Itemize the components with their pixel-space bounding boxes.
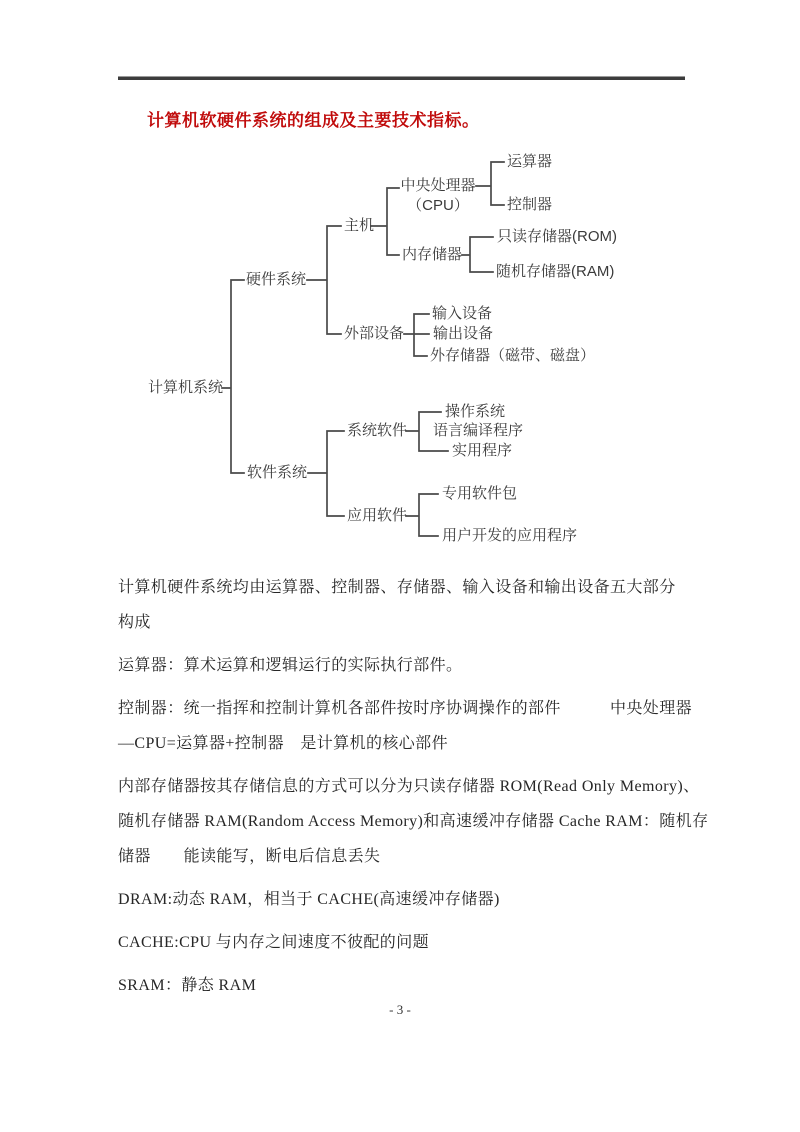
page-title: 计算机软硬件系统的组成及主要技术指标。 bbox=[147, 111, 480, 130]
paragraph-internal-memory-types: 内部存储器按其存储信息的方式可以分为只读存储器 ROM(Read Only Memory)、 随机存储器 RAM(Random Access Memory)和高速缓冲存储器 Cache RAM：随机存 储器 能读能写，断电后信息丢失 bbox=[118, 778, 709, 865]
paragraph-sram: SRAM：静态 RAM bbox=[118, 977, 257, 994]
page-number: - 3 - bbox=[389, 1002, 411, 1017]
tree-node-external-storage: 外存储器（磁带、磁盘） bbox=[430, 347, 596, 364]
tree-node-rom: 只读存储器(ROM) bbox=[497, 228, 617, 245]
tree-node-utility-programs: 实用程序 bbox=[452, 442, 513, 459]
tree-node-computer-system: 计算机系统 bbox=[148, 379, 224, 396]
paragraph-cache: CACHE:CPU 与内存之间速度不彼配的问题 bbox=[118, 934, 429, 951]
body-text bbox=[118, 570, 718, 1011]
tree-node-operating-system: 操作系统 bbox=[445, 403, 506, 420]
tree-node-peripheral-devices: 外部设备 bbox=[344, 325, 405, 342]
tree-node-ram: 随机存储器(RAM) bbox=[496, 263, 615, 280]
tree-node-hardware-system: 硬件系统 bbox=[246, 271, 307, 288]
paragraph-alu-definition: 运算器：算术运算和逻辑运行的实际执行部件。 bbox=[118, 657, 463, 674]
tree-node-cpu bbox=[398, 176, 478, 216]
tree-node-cpu-line1: 中央处理器 bbox=[400, 177, 476, 194]
tree-node-controller: 控制器 bbox=[507, 196, 553, 213]
tree-node-software-system: 软件系统 bbox=[247, 464, 308, 481]
tree-node-application-software: 应用软件 bbox=[347, 507, 408, 524]
paragraph-dram: DRAM:动态 RAM，相当于 CACHE(高速缓冲存储器) bbox=[118, 891, 500, 908]
tree-node-language-compiler: 语言编译程序 bbox=[433, 422, 524, 439]
tree-node-input-devices: 输入设备 bbox=[432, 305, 493, 322]
paragraph-controller-definition: 控制器：统一指挥和控制计算机各部件按时序协调操作的部件 中央处理器 —CPU=运算器+控制器 是计算机的核心部件 bbox=[118, 700, 693, 752]
tree-node-internal-memory: 内存储器 bbox=[402, 246, 463, 263]
tree-node-alu: 运算器 bbox=[507, 153, 553, 170]
tree-node-software-package: 专用软件包 bbox=[442, 485, 518, 502]
tree-node-cpu-line2: （CPU） bbox=[407, 197, 469, 214]
tree-node-output-devices: 输出设备 bbox=[433, 325, 494, 342]
tree-node-host: 主机 bbox=[344, 217, 375, 234]
tree-node-system-software: 系统软件 bbox=[347, 422, 408, 439]
tree-connector-lines bbox=[0, 0, 800, 560]
tree-node-user-developed-programs: 用户开发的应用程序 bbox=[442, 527, 578, 544]
paragraph-hardware-composition: 计算机硬件系统均由运算器、控制器、存储器、输入设备和输出设备五大部分 构成 bbox=[118, 579, 676, 631]
